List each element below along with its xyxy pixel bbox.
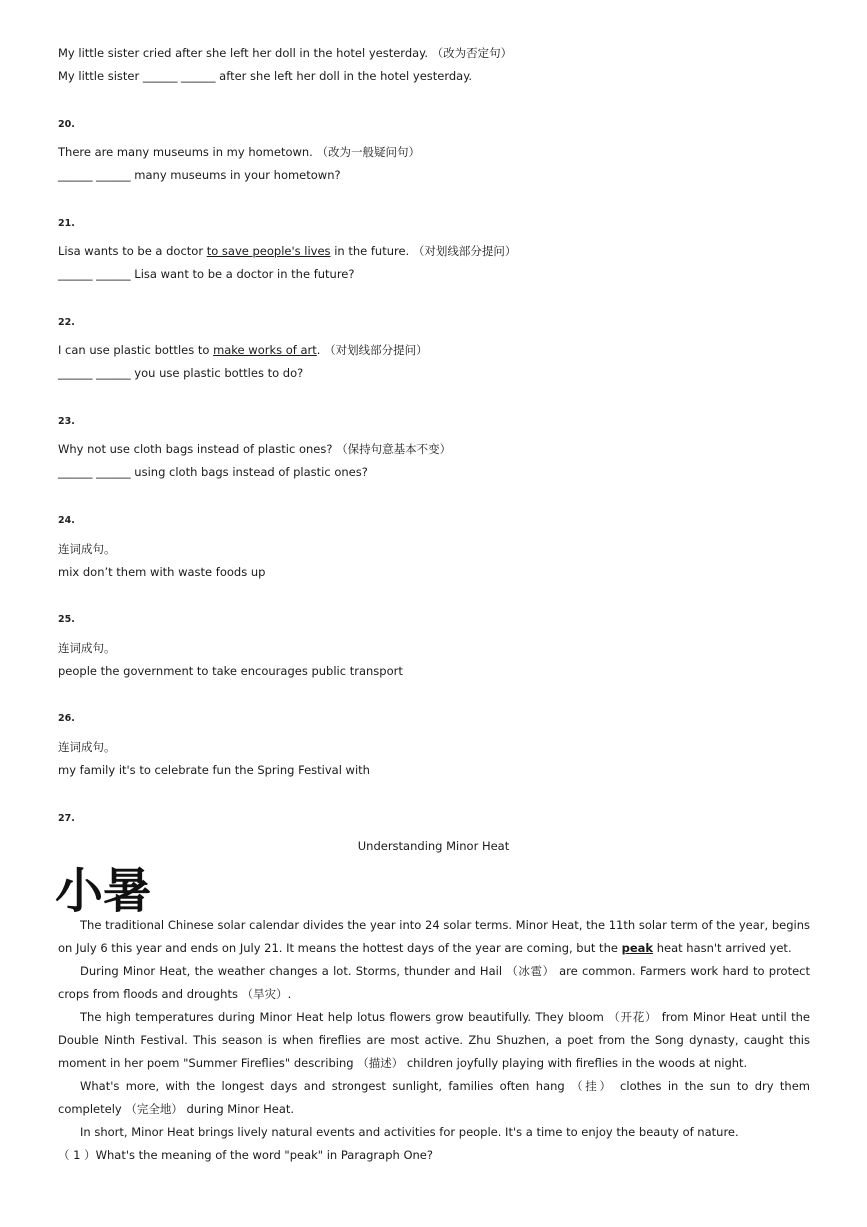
paragraph-4	[58, 1075, 810, 1121]
q21-answer-line: ______ ______ Lisa want to be a doctor in the future?	[58, 267, 355, 281]
paragraph-3	[58, 1006, 810, 1075]
q22-answer-line: ______ ______ you use plastic bottles to do?	[58, 366, 304, 380]
q22-sentence-end: . （对划线部分提问）	[316, 343, 428, 357]
q21-underlined-phrase: to save people's lives	[206, 244, 331, 258]
paragraph-5-text: In short, Minor Heat brings lively natural events and activities for people. It's a time to enjoy the beauty of nature.	[80, 1125, 739, 1139]
q25-words: people the government to take encourages public transport	[58, 664, 403, 678]
logo-text: 小暑	[55, 863, 152, 919]
sub-question-1: （ 1 ）What's the meaning of the word "peak" in Paragraph One?	[58, 1148, 433, 1162]
q20-number: 20.	[58, 119, 75, 130]
paragraph-1-end: heat hasn't arrived yet.	[653, 941, 792, 955]
q22-sentence	[58, 342, 428, 358]
q27-number: 27.	[58, 813, 75, 824]
q26-instruction: 连词成句。	[58, 740, 116, 754]
paragraph-1	[58, 914, 810, 960]
q23-sentence: Why not use cloth bags instead of plastic ones? （保持句意基本不变）	[58, 442, 452, 456]
paragraph-1-start: The traditional Chinese solar calendar divides the year into 24 solar terms. Minor Heat, the 11th solar term of the year, begins on July 6 this year and ends on July 21. It means the hottest days of the year are coming, but the	[58, 918, 810, 955]
paragraph-3-text: The high temperatures during Minor Heat help lotus flowers grow beautifully. They bloom （开花） from Minor Heat until the Double Ninth Festival. This season is when fireflies are most active. Zhu Shuzhen, a poet from the Song dynasty, caught this moment in her poem "Summer Fireflies" describing （描述） children joyfully playing with fireflies in the woods at night.	[58, 1010, 810, 1070]
q21-sentence-start: Lisa wants to be a doctor	[58, 244, 207, 258]
q24-number: 24.	[58, 515, 75, 526]
q22-underlined-phrase: make works of art	[213, 343, 317, 357]
q26-words: my family it's to celebrate fun the Spring Festival with	[58, 763, 370, 777]
q25-instruction: 连词成句。	[58, 641, 116, 655]
paragraph-2	[58, 960, 810, 1006]
q20-sentence: There are many museums in my hometown. （改为一般疑问句）	[58, 145, 420, 159]
q22-sentence-start: I can use plastic bottles to	[58, 343, 214, 357]
q19-sentence: My little sister cried after she left her doll in the hotel yesterday. （改为否定句）	[58, 46, 513, 60]
q24-words: mix don’t them with waste foods up	[58, 565, 266, 579]
minor-heat-calligraphy-logo	[55, 857, 152, 919]
q23-number: 23.	[58, 416, 75, 427]
q21-sentence	[58, 243, 516, 259]
passage-title: Understanding Minor Heat	[357, 839, 510, 853]
paragraph-2-text: During Minor Heat, the weather changes a lot. Storms, thunder and Hail （冰雹） are common. Farmers work hard to protect crops from floods and droughts （旱灾）.	[58, 964, 810, 1001]
q25-number: 25.	[58, 614, 75, 625]
q26-number: 26.	[58, 713, 75, 724]
q22-number: 22.	[58, 317, 75, 328]
q19-answer-line: My little sister ______ ______ after she left her doll in the hotel yesterday.	[58, 69, 473, 83]
q23-answer-line: ______ ______ using cloth bags instead of plastic ones?	[58, 465, 368, 479]
paragraph-4-text: What's more, with the longest days and strongest sunlight, families often hang （挂） clothes in the sun to dry them completely （完全地） during Minor Heat.	[58, 1079, 810, 1116]
q20-answer-line: ______ ______ many museums in your hometown?	[58, 168, 341, 182]
peak-keyword: peak	[621, 941, 654, 955]
q24-instruction: 连词成句。	[58, 542, 116, 556]
q21-number: 21.	[58, 218, 75, 229]
q21-sentence-end: in the future. （对划线部分提问）	[330, 244, 517, 258]
paragraph-5	[58, 1121, 810, 1144]
